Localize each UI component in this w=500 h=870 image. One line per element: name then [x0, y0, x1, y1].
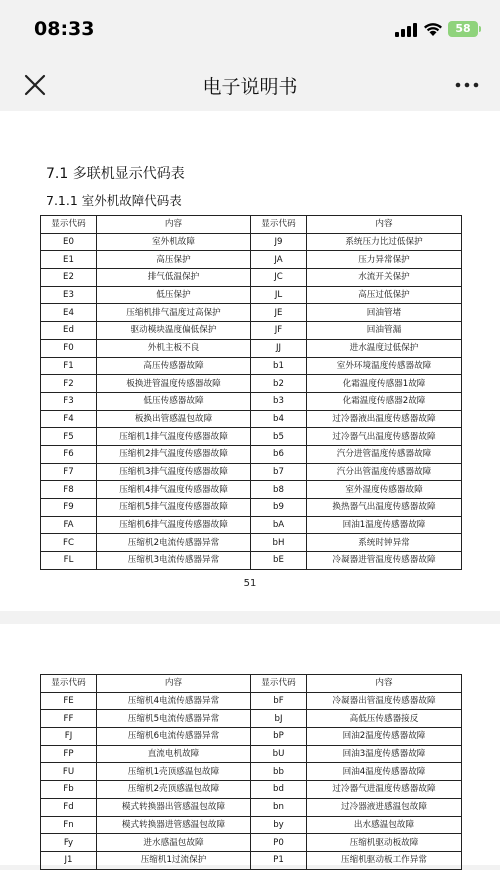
description-cell: 板换进管温度传感器故障	[97, 375, 251, 393]
description-cell: 进水感温包故障	[97, 834, 251, 852]
table-row	[41, 745, 462, 763]
subsection-title: 7.1.1 室外机故障代码表	[46, 193, 182, 208]
table-row	[41, 375, 462, 393]
table-row	[41, 710, 462, 728]
description-cell: 水流开关保护	[307, 269, 462, 287]
error-code-cell: JC	[251, 269, 307, 287]
description-cell: 回油3温度传感器故障	[307, 745, 462, 763]
description-cell: 压缩机4排气温度传感器故障	[97, 481, 251, 499]
error-code-cell: bn	[251, 798, 307, 816]
description-cell: 过冷器气进温度传感器故障	[307, 781, 462, 799]
error-code-cell: E0	[41, 233, 97, 251]
error-code-cell: FA	[41, 516, 97, 534]
battery-level: 58	[455, 22, 471, 35]
error-code-cell: JF	[251, 322, 307, 340]
table-row	[41, 357, 462, 375]
description-cell: 压缩机驱动板工作异常	[307, 851, 462, 869]
description-cell: 压缩机2电流传感器异常	[97, 534, 251, 552]
table-row	[41, 251, 462, 269]
table-row	[41, 816, 462, 834]
description-cell: 压缩机6电流传感器异常	[97, 728, 251, 746]
error-code-cell: FU	[41, 763, 97, 781]
error-code-cell: bd	[251, 781, 307, 799]
navigation-bar	[0, 60, 500, 110]
section-title: 7.1 多联机显示代码表	[46, 166, 185, 182]
description-cell: 出水感温包故障	[307, 816, 462, 834]
error-code-cell: P1	[251, 851, 307, 869]
description-cell: 模式转换器出管感温包故障	[97, 798, 251, 816]
document-page-1	[0, 111, 500, 611]
error-code-cell: bA	[251, 516, 307, 534]
error-code-cell: JJ	[251, 339, 307, 357]
description-cell: 压缩机1壳顶感温包故障	[97, 763, 251, 781]
description-cell: 换热器气出温度传感器故障	[307, 499, 462, 517]
status-time: 08:33	[34, 18, 95, 40]
error-code-cell: E2	[41, 269, 97, 287]
error-code-cell: FF	[41, 710, 97, 728]
description-cell: 压缩机2壳顶感温包故障	[97, 781, 251, 799]
error-code-cell: E3	[41, 286, 97, 304]
table-header-cell: 内容	[97, 216, 251, 234]
description-cell: 系统时钟异常	[307, 534, 462, 552]
error-code-cell: b6	[251, 445, 307, 463]
description-cell: 压缩机5电流传感器异常	[97, 710, 251, 728]
description-cell: 压缩机6排气温度传感器故障	[97, 516, 251, 534]
description-cell: 压缩机1过流保护	[97, 851, 251, 869]
error-code-cell: FL	[41, 552, 97, 570]
error-code-cell: b4	[251, 410, 307, 428]
description-cell: 高压传感器故障	[97, 357, 251, 375]
error-code-cell: bF	[251, 692, 307, 710]
description-cell: 回油管漏	[307, 322, 462, 340]
battery-tip	[479, 26, 481, 32]
description-cell: 回油管堵	[307, 304, 462, 322]
description-cell: 高压保护	[97, 251, 251, 269]
table-row	[41, 463, 462, 481]
error-code-cell: P0	[251, 834, 307, 852]
description-cell: 冷凝器出管温度传感器故障	[307, 692, 462, 710]
error-code-cell: J1	[41, 851, 97, 869]
error-code-cell: b3	[251, 392, 307, 410]
error-code-cell: bP	[251, 728, 307, 746]
table-row	[41, 728, 462, 746]
error-code-cell: J9	[251, 233, 307, 251]
error-code-table-2	[40, 674, 462, 870]
description-cell: 过冷器液进感温包故障	[307, 798, 462, 816]
error-code-cell: b5	[251, 428, 307, 446]
table-header-cell: 内容	[97, 675, 251, 693]
description-cell: 室外湿度传感器故障	[307, 481, 462, 499]
description-cell: 压力异常保护	[307, 251, 462, 269]
description-cell: 汽分出管温度传感器故障	[307, 463, 462, 481]
description-cell: 室外机故障	[97, 233, 251, 251]
description-cell: 压缩机5排气温度传感器故障	[97, 499, 251, 517]
description-cell: 压缩机驱动板故障	[307, 834, 462, 852]
error-code-cell: E1	[41, 251, 97, 269]
table-row	[41, 834, 462, 852]
table-row	[41, 851, 462, 869]
cellular-signal-icon	[395, 23, 417, 37]
description-cell: 室外环境温度传感器故障	[307, 357, 462, 375]
error-code-cell: bJ	[251, 710, 307, 728]
description-cell: 压缩机1排气温度传感器故障	[97, 428, 251, 446]
table-row	[41, 552, 462, 570]
table-header-cell: 显示代码	[251, 216, 307, 234]
description-cell: 化霜温度传感器2故障	[307, 392, 462, 410]
document-page-2	[0, 624, 500, 865]
error-code-cell: F0	[41, 339, 97, 357]
description-cell: 压缩机排气温度过高保护	[97, 304, 251, 322]
error-code-cell: JL	[251, 286, 307, 304]
table-row	[41, 534, 462, 552]
error-code-cell: FP	[41, 745, 97, 763]
error-code-cell: b1	[251, 357, 307, 375]
table-row	[41, 763, 462, 781]
table-row	[41, 445, 462, 463]
description-cell: 回油1温度传感器故障	[307, 516, 462, 534]
error-code-cell: JE	[251, 304, 307, 322]
table-row	[41, 781, 462, 799]
error-code-cell: F1	[41, 357, 97, 375]
description-cell: 系统压力比过低保护	[307, 233, 462, 251]
table-header-cell: 显示代码	[41, 216, 97, 234]
table-row	[41, 428, 462, 446]
table-header-cell: 内容	[307, 675, 462, 693]
description-cell: 汽分进管温度传感器故障	[307, 445, 462, 463]
error-code-cell: E4	[41, 304, 97, 322]
table-row	[41, 410, 462, 428]
description-cell: 驱动模块温度偏低保护	[97, 322, 251, 340]
description-cell: 过冷器气出温度传感器故障	[307, 428, 462, 446]
table-row	[41, 233, 462, 251]
error-code-cell: F3	[41, 392, 97, 410]
error-code-cell: b8	[251, 481, 307, 499]
more-options-icon[interactable]	[453, 72, 481, 98]
table-row	[41, 798, 462, 816]
table-row	[41, 304, 462, 322]
error-code-cell: Fn	[41, 816, 97, 834]
error-code-cell: FC	[41, 534, 97, 552]
error-code-cell: b7	[251, 463, 307, 481]
description-cell: 进水温度过低保护	[307, 339, 462, 357]
description-cell: 低压保护	[97, 286, 251, 304]
error-code-cell: F2	[41, 375, 97, 393]
table-header-row	[41, 216, 462, 234]
description-cell: 高低压传感器接反	[307, 710, 462, 728]
page-number: 51	[243, 578, 257, 589]
description-cell: 高压过低保护	[307, 286, 462, 304]
description-cell: 回油4温度传感器故障	[307, 763, 462, 781]
description-cell: 板换出管感温包故障	[97, 410, 251, 428]
error-code-cell: F4	[41, 410, 97, 428]
page-title: 电子说明书	[202, 76, 298, 98]
description-cell: 压缩机3排气温度传感器故障	[97, 463, 251, 481]
error-code-cell: F7	[41, 463, 97, 481]
table-header-row	[41, 675, 462, 693]
error-code-cell: Fb	[41, 781, 97, 799]
error-code-cell: by	[251, 816, 307, 834]
description-cell: 模式转换器进管感温包故障	[97, 816, 251, 834]
error-code-cell: F8	[41, 481, 97, 499]
error-code-cell: b9	[251, 499, 307, 517]
description-cell: 外机主板不良	[97, 339, 251, 357]
status-bar	[0, 0, 500, 60]
table-row	[41, 269, 462, 287]
error-code-cell: Ed	[41, 322, 97, 340]
error-code-cell: Fd	[41, 798, 97, 816]
battery-icon	[448, 21, 478, 37]
description-cell: 化霜温度传感器1故障	[307, 375, 462, 393]
error-code-cell: JA	[251, 251, 307, 269]
description-cell: 排气低温保护	[97, 269, 251, 287]
table-row	[41, 692, 462, 710]
error-code-cell: F5	[41, 428, 97, 446]
table-header-cell: 内容	[307, 216, 462, 234]
wifi-icon	[423, 22, 443, 37]
error-code-cell: bH	[251, 534, 307, 552]
description-cell: 冷凝器进管温度传感器故障	[307, 552, 462, 570]
error-code-cell: F9	[41, 499, 97, 517]
error-code-cell: FJ	[41, 728, 97, 746]
error-code-cell: bE	[251, 552, 307, 570]
error-code-table-1	[40, 215, 462, 570]
table-row	[41, 322, 462, 340]
table-row	[41, 499, 462, 517]
description-cell: 回油2温度传感器故障	[307, 728, 462, 746]
description-cell: 直流电机故障	[97, 745, 251, 763]
error-code-cell: bU	[251, 745, 307, 763]
table-row	[41, 286, 462, 304]
error-code-cell: b2	[251, 375, 307, 393]
description-cell: 过冷器液出温度传感器故障	[307, 410, 462, 428]
table-header-cell: 显示代码	[41, 675, 97, 693]
error-code-cell: FE	[41, 692, 97, 710]
description-cell: 压缩机3电流传感器异常	[97, 552, 251, 570]
description-cell: 压缩机4电流传感器异常	[97, 692, 251, 710]
error-code-cell: F6	[41, 445, 97, 463]
table-row	[41, 339, 462, 357]
table-header-cell: 显示代码	[251, 675, 307, 693]
description-cell: 低压传感器故障	[97, 392, 251, 410]
table-row	[41, 516, 462, 534]
error-code-cell: bb	[251, 763, 307, 781]
table-row	[41, 392, 462, 410]
error-code-cell: Fy	[41, 834, 97, 852]
description-cell: 压缩机2排气温度传感器故障	[97, 445, 251, 463]
table-row	[41, 481, 462, 499]
